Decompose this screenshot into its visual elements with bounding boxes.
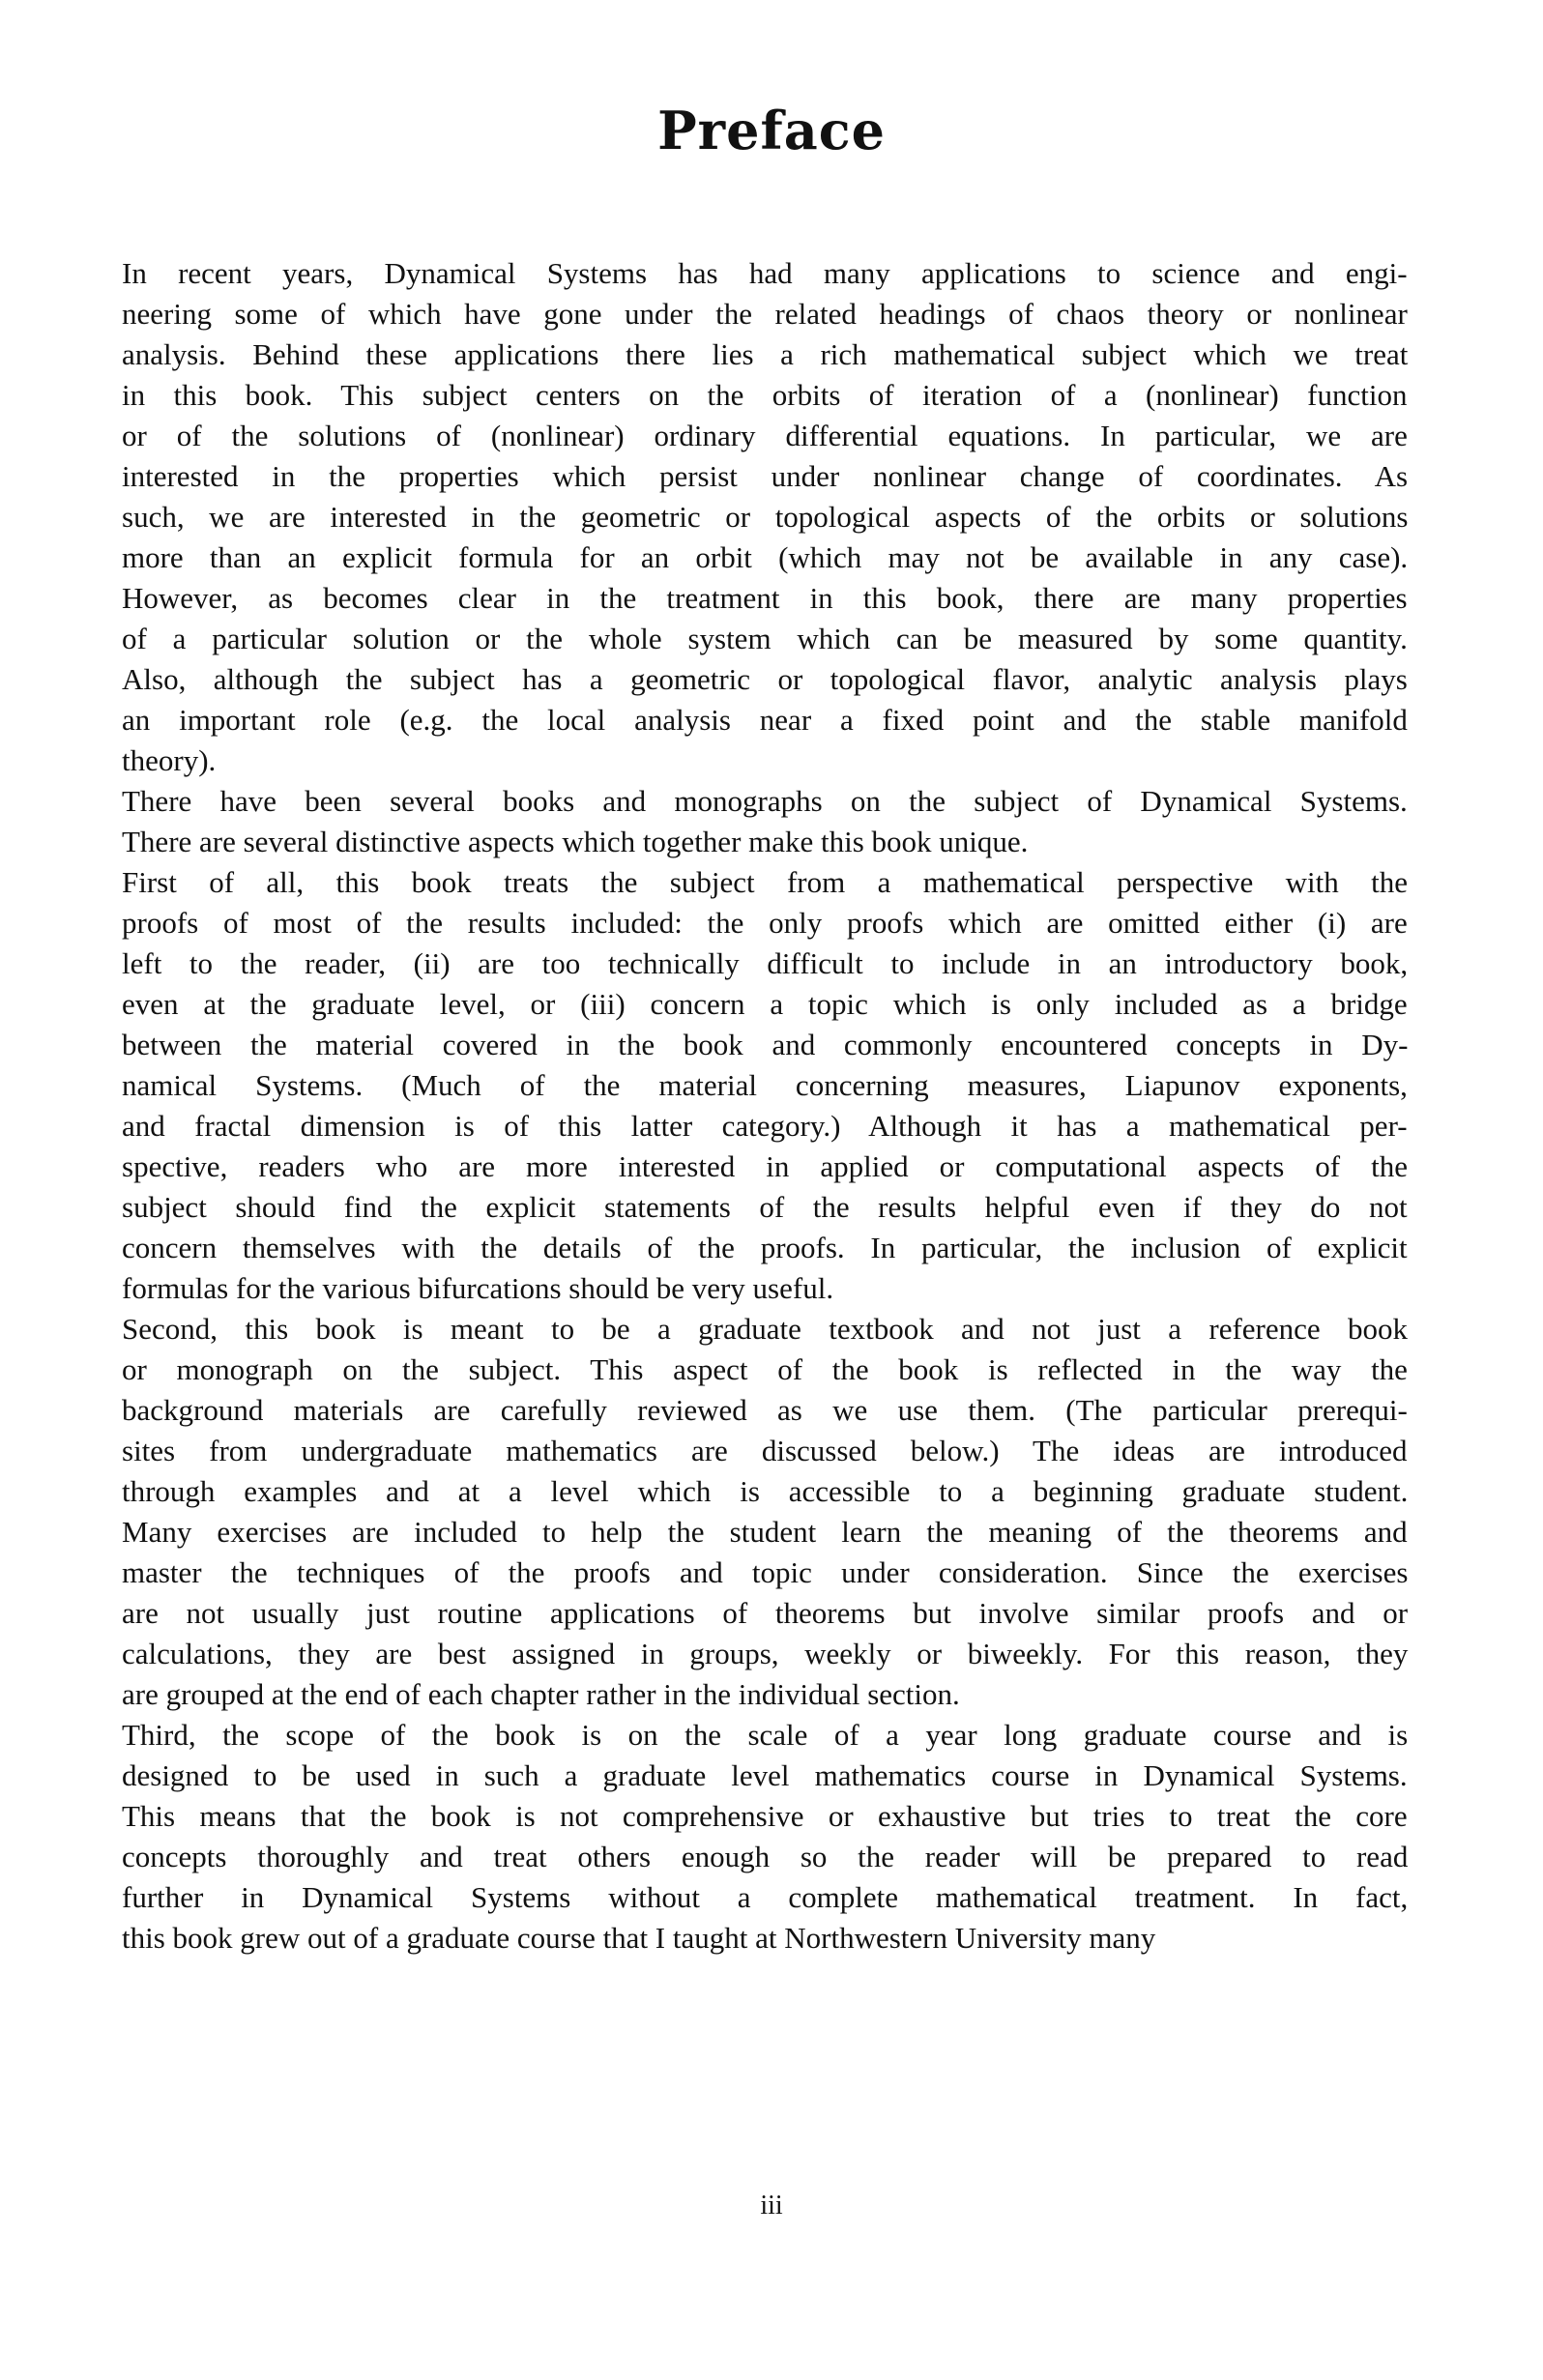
- text-line: analysis. Behind these applications there lies a rich mathematical subject which we treat: [122, 337, 1409, 371]
- text-line: or monograph on the subject. This aspect of the book is reflected in the way the: [122, 1352, 1408, 1386]
- text-line: further in Dynamical Systems without a complete mathematical treatment. In fact,: [122, 1880, 1409, 1914]
- text-line: concepts thoroughly and treat others enough so the reader will be prepared to read: [122, 1840, 1409, 1873]
- text-line: namical Systems. (Much of the material concerning measures, Liapunov exponents,: [122, 1068, 1408, 1102]
- paragraph: [122, 1715, 1408, 1959]
- text-line: formulas for the various bifurcations should be very useful.: [122, 1271, 834, 1305]
- text-line: or of the solutions of (nonlinear) ordinary differential equations. In particular, we are: [122, 419, 1408, 452]
- text-line: an important role (e.g. the local analysis near a fixed point and the stable manifold: [122, 703, 1408, 737]
- text-line: this book grew out of a graduate course that I taught at Northwestern University many: [122, 1921, 1156, 1955]
- text-line: However, as becomes clear in the treatment in this book, there are many properties: [122, 581, 1408, 615]
- text-line: spective, readers who are more interested in applied or computational aspects of the: [122, 1149, 1408, 1183]
- page-title: Preface: [657, 100, 886, 161]
- text-line: First of all, this book treats the subject from a mathematical perspective with the: [122, 865, 1408, 899]
- text-line: interested in the properties which persist under nonlinear change of coordinates. As: [122, 459, 1409, 493]
- text-line: In recent years, Dynamical Systems has had many applications to science and engi-: [122, 256, 1408, 290]
- text-line: and fractal dimension is of this latter category.) Although it has a mathematical per-: [122, 1109, 1408, 1143]
- paragraph: [122, 253, 1408, 781]
- text-line: even at the graduate level, or (iii) concern a topic which is only included as a bridge: [122, 987, 1408, 1021]
- text-line: sites from undergraduate mathematics are discussed below.) The ideas are introduced: [122, 1434, 1408, 1467]
- text-line: through examples and at a level which is accessible to a beginning graduate student.: [122, 1474, 1409, 1508]
- text-line: neering some of which have gone under the related headings of chaos theory or nonlinear: [122, 297, 1408, 331]
- text-line: such, we are interested in the geometric or topological aspects of the orbits or solutions: [122, 500, 1409, 534]
- text-line: There have been several books and monographs on the subject of Dynamical Systems.: [122, 784, 1408, 818]
- text-line: proofs of most of the results included: the only proofs which are omitted either (i) are: [122, 906, 1408, 940]
- text-line: Also, although the subject has a geometric or topological flavor, analytic analysis plays: [122, 662, 1408, 696]
- text-line: designed to be used in such a graduate level mathematics course in Dynamical Systems.: [122, 1758, 1408, 1792]
- text-line: more than an explicit formula for an orbit (which may not be available in any case).: [122, 540, 1409, 574]
- text-line: Second, this book is meant to be a graduate textbook and not just a reference book: [122, 1312, 1408, 1346]
- text-line: calculations, they are best assigned in groups, weekly or biweekly. For this reason, they: [122, 1637, 1409, 1670]
- text-line: Many exercises are included to help the student learn the meaning of the theorems and: [122, 1515, 1408, 1549]
- text-line: theory).: [122, 743, 217, 777]
- body-text: [122, 253, 1408, 1959]
- page-number: iii: [760, 2191, 783, 2220]
- text-line: are grouped at the end of each chapter rather in the individual section.: [122, 1677, 960, 1711]
- text-line: are not usually just routine applications of theorems but involve similar proofs and or: [122, 1596, 1409, 1630]
- paragraph: [122, 1309, 1408, 1715]
- text-line: master the techniques of the proofs and topic under consideration. Since the exercises: [122, 1555, 1409, 1589]
- text-line: subject should find the explicit statements of the results helpful even if they do not: [122, 1190, 1408, 1224]
- text-line: left to the reader, (ii) are too technically difficult to include in an introductory book,: [122, 946, 1409, 980]
- text-line: There are several distinctive aspects which together make this book unique.: [122, 825, 1029, 858]
- text-line: This means that the book is not comprehensive or exhaustive but tries to treat the core: [122, 1799, 1408, 1833]
- text-line: background materials are carefully reviewed as we use them. (The particular prerequi-: [122, 1393, 1408, 1427]
- text-line: of a particular solution or the whole system which can be measured by some quantity.: [122, 622, 1408, 655]
- text-line: Third, the scope of the book is on the scale of a year long graduate course and is: [122, 1718, 1409, 1752]
- paragraph: [122, 781, 1408, 862]
- text-line: between the material covered in the book and commonly encountered concepts in Dy-: [122, 1028, 1409, 1061]
- paragraph: [122, 862, 1408, 1309]
- text-line: concern themselves with the details of the proofs. In particular, the inclusion of explicit: [122, 1231, 1408, 1264]
- text-line: in this book. This subject centers on the orbits of iteration of a (nonlinear) function: [122, 378, 1408, 412]
